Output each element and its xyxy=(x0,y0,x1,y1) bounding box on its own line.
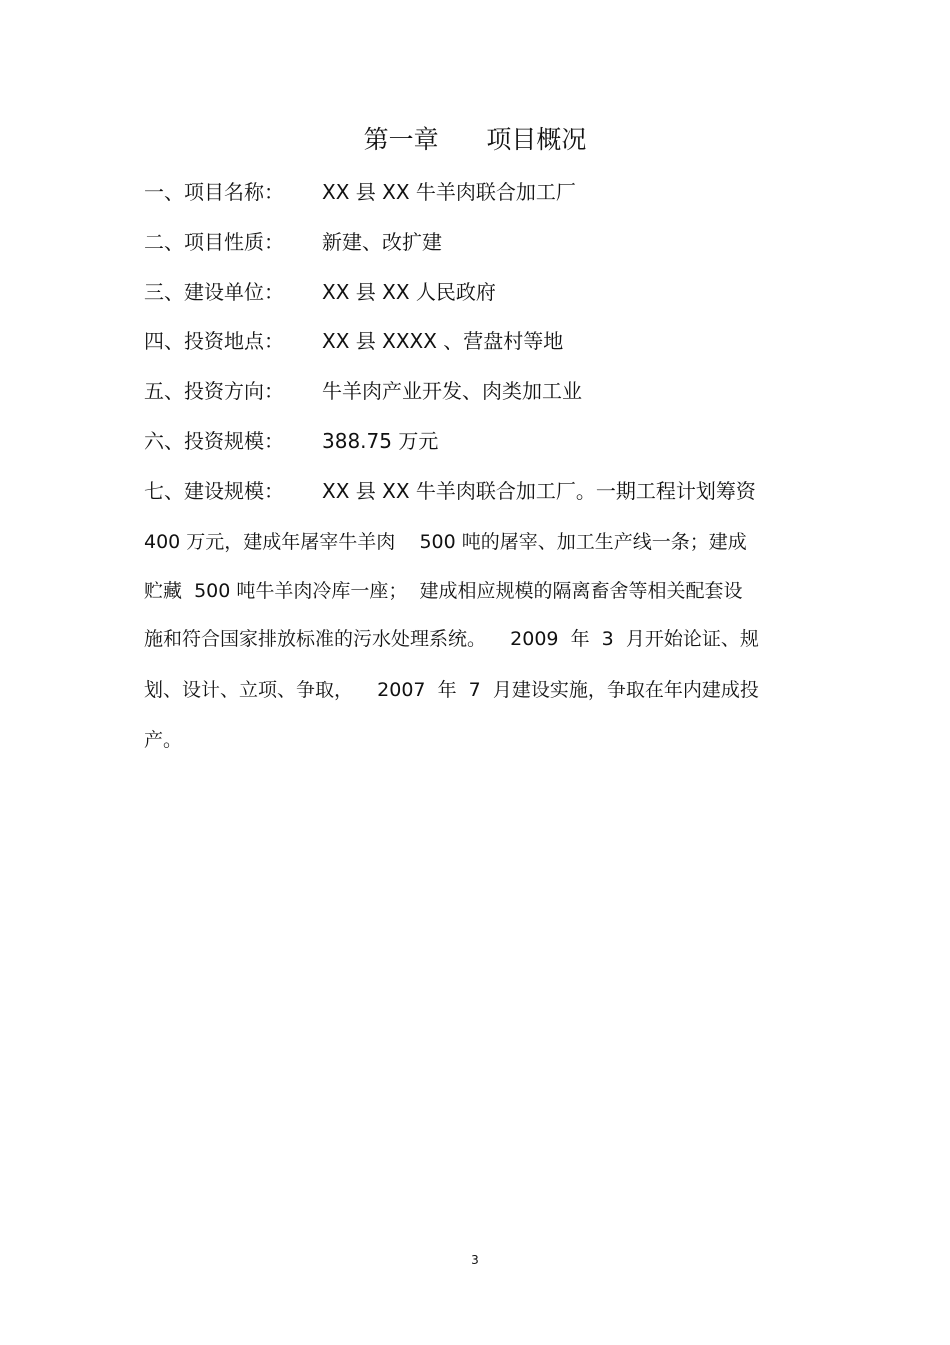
item-value: XX 县 XX 人民政府 xyxy=(322,280,496,304)
item-label: 四、投资地点： xyxy=(144,329,284,353)
item-value: XX 县 XXXX 、营盘村等地 xyxy=(322,329,564,353)
item-label: 七、建设规模： xyxy=(144,479,284,503)
item-value: 牛羊肉产业开发、肉类加工业 xyxy=(322,379,582,403)
item-value: 388.75 万元 xyxy=(322,429,439,453)
body-line: 施和符合国家排放标准的污水处理系统。 2009 年 3 月开始论证、规 xyxy=(144,628,759,650)
item-label: 二、项目性质： xyxy=(144,230,284,254)
item-construction-scale xyxy=(144,476,756,506)
body-line: 划、设计、立项、争取， 2007 年 7 月建设实施，争取在年内建成投 xyxy=(144,679,759,701)
item-label: 五、投资方向： xyxy=(144,379,284,403)
item-investment-direction xyxy=(144,376,582,406)
item-investment-scale xyxy=(144,426,438,456)
item-value: XX 县 XX 牛羊肉联合加工厂 xyxy=(322,180,576,204)
chapter-title: 第一章 项目概况 xyxy=(363,125,587,154)
item-project-name xyxy=(144,177,576,207)
body-line: 产。 xyxy=(144,729,183,751)
body-line: 贮藏 500 吨牛羊肉冷库一座； 建成相应规模的隔离畜舍等相关配套设 xyxy=(144,580,743,602)
item-project-nature xyxy=(144,227,442,257)
item-label: 一、项目名称： xyxy=(144,180,284,204)
body-line: 400 万元，建成年屠宰牛羊肉 500 吨的屠宰、加工生产线一条；建成 xyxy=(144,531,747,553)
item-label: 三、建设单位： xyxy=(144,280,284,304)
item-label: 六、投资规模： xyxy=(144,429,284,453)
item-value: XX 县 XX 牛羊肉联合加工厂。一期工程计划筹资 xyxy=(322,479,756,503)
item-investment-location xyxy=(144,326,563,356)
page-number: 3 xyxy=(471,1253,479,1267)
item-value: 新建、改扩建 xyxy=(322,230,442,254)
item-construction-unit xyxy=(144,277,496,307)
